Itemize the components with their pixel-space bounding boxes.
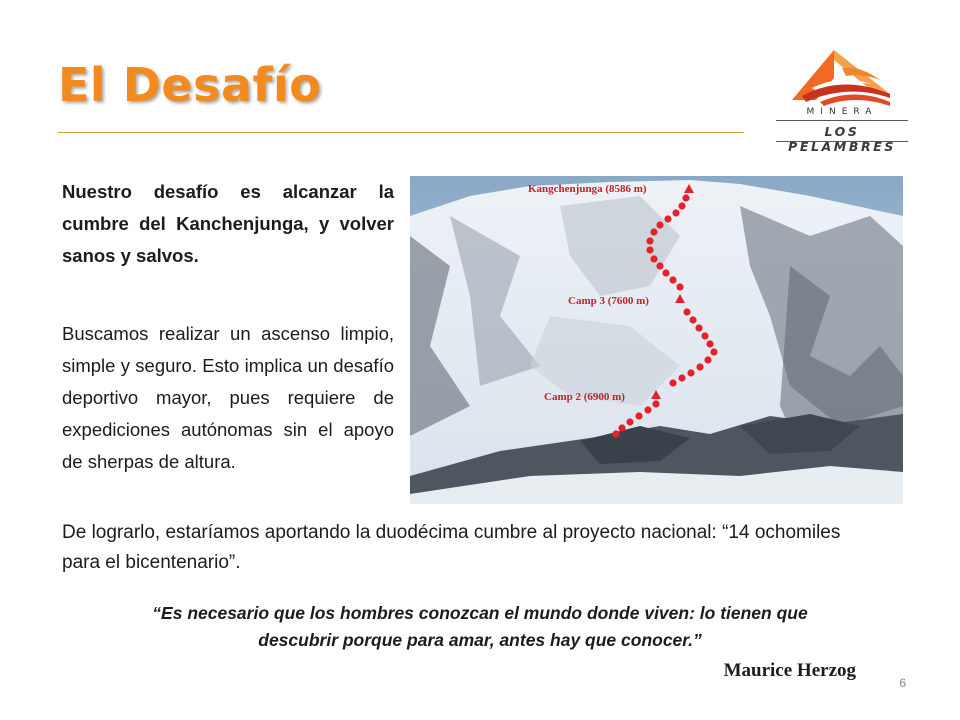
slide-title: El Desafío (58, 58, 322, 112)
quote-author: Maurice Herzog (723, 660, 856, 681)
logo-minera-text: MINERA (806, 107, 878, 117)
title-divider (58, 132, 744, 133)
kangchenjunga-route-photo (410, 176, 903, 504)
logo-bottom-line (776, 141, 908, 142)
logo-mark-icon (772, 48, 912, 108)
challenge-statement: Nuestro desafío es alcanzar la cumbre del Kanchenjunga, y volver sanos y salvos. (62, 181, 394, 266)
company-logo (772, 48, 912, 154)
mountain-photo-illustration (410, 176, 903, 504)
herzog-quote: “Es necesario que los hombres conozcan el mundo donde viven: lo tienen que descubrir porque para amar, antes hay que conocer.” (152, 603, 808, 650)
camp2-label: Camp 2 (6900 m) (544, 391, 625, 403)
approach-paragraph: Buscamos realizar un ascenso limpio, simple y seguro. Esto implica un desafío deportivo mayor, pues requiere de expediciones autónomas sin el apoyo de sherpas de altura. (62, 323, 394, 472)
summit-label: Kangchenjunga (8586 m) (528, 183, 647, 195)
camp3-label: Camp 3 (7600 m) (568, 295, 649, 307)
project-paragraph: De lograrlo, estaríamos aportando la duodécima cumbre al proyecto nacional: “14 ochomiles para el bicentenario”. (62, 522, 841, 573)
logo-brand-text: LOS PELAMBRES (788, 124, 896, 154)
page-number: 6 (899, 676, 906, 690)
logo-top-line (776, 120, 908, 121)
